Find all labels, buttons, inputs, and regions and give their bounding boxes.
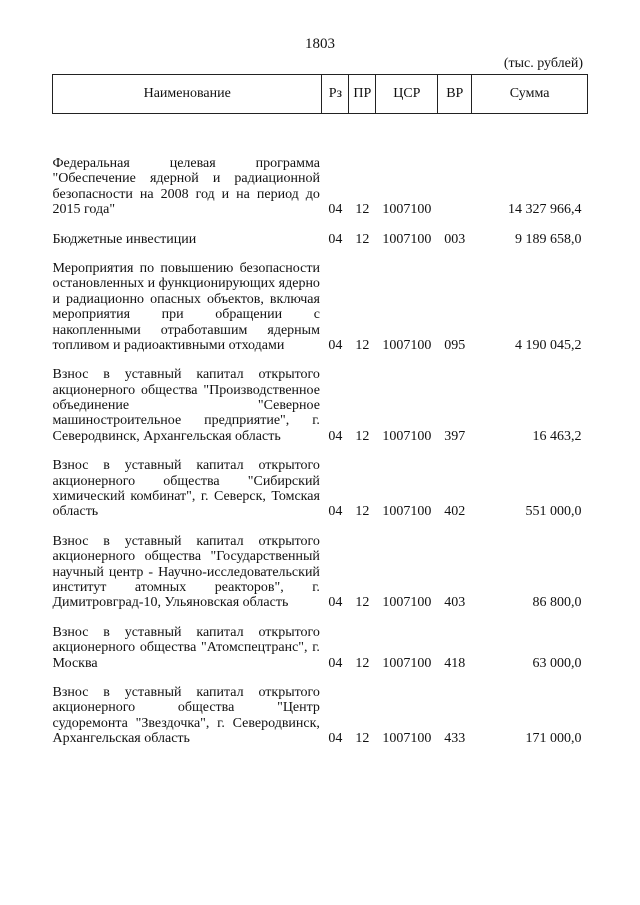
row-csr: 1007100 — [382, 231, 432, 247]
column-header-name: Наименование — [53, 75, 322, 114]
row-vr: 433 — [444, 731, 466, 747]
row-name: Федеральная целевая программа "Обеспечение ядерной и радиационной безопасности на 2008 год и на период до 2015 года" — [52, 156, 320, 218]
table-row — [53, 458, 588, 520]
row-vr: 397 — [444, 428, 466, 444]
table-row — [53, 232, 588, 247]
row-csr: 1007100 — [382, 504, 432, 520]
row-pr: 12 — [355, 731, 370, 747]
row-vr: 003 — [444, 231, 466, 247]
row-pr: 12 — [355, 504, 370, 520]
table-row — [53, 156, 588, 218]
row-pr: 12 — [355, 202, 370, 218]
table-row — [53, 261, 588, 353]
row-rz: 04 — [328, 595, 343, 611]
row-rz: 04 — [328, 202, 343, 218]
row-name: Взнос в уставный капитал открытого акционерного общества "Атомспецтранс", г. Москва — [52, 624, 320, 671]
row-csr: 1007100 — [382, 428, 432, 444]
row-sum: 9 189 658,0 — [515, 231, 582, 247]
row-pr: 12 — [355, 595, 370, 611]
row-csr: 1007100 — [382, 202, 432, 218]
row-rz: 04 — [328, 731, 343, 747]
row-sum: 14 327 966,4 — [508, 202, 582, 218]
row-name: Взнос в уставный капитал открытого акционерного общества "Сибирский химический комбинат", г. Северск, Томская область — [52, 458, 320, 520]
row-rz: 04 — [328, 428, 343, 444]
column-header-csr: ЦСР — [376, 75, 438, 114]
row-csr: 1007100 — [382, 655, 432, 671]
row-pr: 12 — [355, 428, 370, 444]
row-sum: 551 000,0 — [525, 504, 582, 520]
row-sum: 86 800,0 — [532, 595, 582, 611]
table-row — [53, 367, 588, 444]
row-vr: 418 — [444, 655, 466, 671]
row-name: Взнос в уставный капитал открытого акционерного общества "Производственное объединение "Северное машиностроительное предприятие", г. Северодвинск, Архангельская область — [52, 367, 320, 444]
row-rz: 04 — [328, 504, 343, 520]
table-row — [53, 625, 588, 671]
table-row — [53, 685, 588, 747]
row-name: Бюджетные инвестиции — [52, 231, 197, 247]
row-vr: 095 — [444, 337, 466, 353]
table-header-row — [53, 75, 588, 114]
row-csr: 1007100 — [382, 595, 432, 611]
budget-table — [52, 74, 588, 747]
table-row — [53, 534, 588, 611]
row-rz: 04 — [328, 655, 343, 671]
row-pr: 12 — [355, 337, 370, 353]
row-sum: 4 190 045,2 — [515, 337, 582, 353]
row-pr: 12 — [355, 655, 370, 671]
row-csr: 1007100 — [382, 731, 432, 747]
row-sum: 63 000,0 — [532, 655, 582, 671]
row-csr: 1007100 — [382, 337, 432, 353]
page-number: 1803 — [305, 36, 335, 52]
row-sum: 171 000,0 — [525, 731, 582, 747]
row-vr: 403 — [444, 595, 466, 611]
row-vr — [438, 156, 472, 218]
row-vr: 402 — [444, 504, 466, 520]
column-header-rz: Рз — [322, 75, 349, 114]
column-header-sum: Сумма — [472, 75, 588, 114]
row-pr: 12 — [355, 231, 370, 247]
units-label: (тыс. рублей) — [503, 56, 583, 71]
row-rz: 04 — [328, 231, 343, 247]
row-sum: 16 463,2 — [532, 428, 582, 444]
row-name: Взнос в уставный капитал открытого акционерного общества "Государственный научный центр - Научно-исследовательский институт атомных реакторов", г. Димитровград-10, Ульяновская область — [52, 533, 320, 611]
row-rz: 04 — [328, 337, 343, 353]
row-name: Мероприятия по повышению безопасности остановленных и функционирующих ядерно и радиационно опасных объектов, включая мероприятия при обращении с накопленными отработавшим ядерным топливом и радиоактивными отходами — [52, 260, 320, 353]
column-header-vr: ВР — [438, 75, 472, 114]
row-name: Взнос в уставный капитал открытого акционерного общества "Центр судоремонта "Звездочка", г. Северодвинск, Архангельская область — [52, 684, 320, 747]
column-header-pr: ПР — [349, 75, 376, 114]
